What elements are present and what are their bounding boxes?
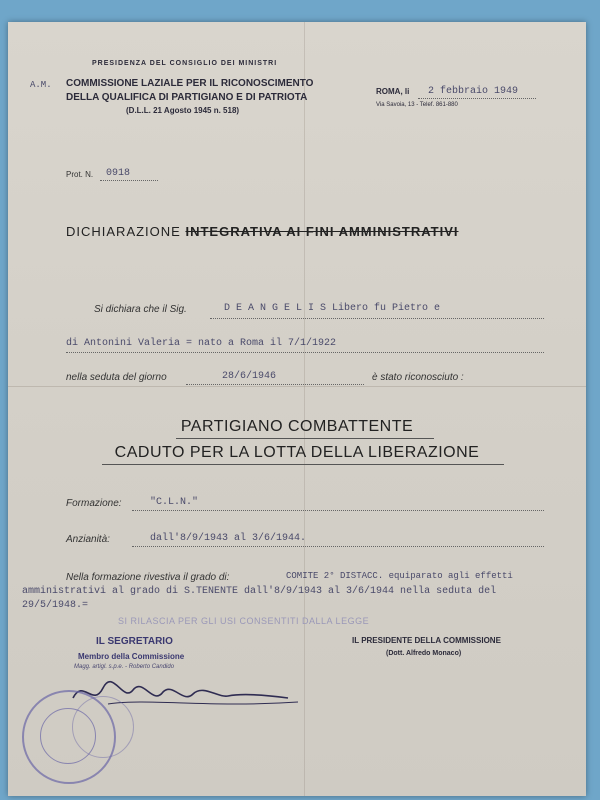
recognized-label: è stato riconosciuto : bbox=[372, 372, 464, 383]
presidency-header: PRESIDENZA DEL CONSIGLIO DEI MINISTRI bbox=[92, 60, 278, 67]
address: Via Savoia, 13 - Telef. 861-880 bbox=[376, 102, 458, 108]
session-date: 28/6/1946 bbox=[222, 371, 277, 382]
status-underline1 bbox=[176, 438, 434, 439]
secretary-role: Membro della Commissione bbox=[78, 652, 185, 661]
parents-dots bbox=[66, 352, 544, 353]
status-line1: PARTIGIANO COMBATTENTE bbox=[180, 418, 414, 435]
seniority-label: Anzianità: bbox=[66, 534, 110, 545]
rank-value: COMITE 2° DISTACC. equiparato agli effetti bbox=[286, 571, 513, 581]
rank-label: Nella formazione rivestiva il grado di: bbox=[66, 572, 230, 583]
declaration-title-b: INTEGRATIVA AI FINI AMMINISTRATIVI bbox=[185, 224, 459, 239]
document-page bbox=[8, 22, 586, 796]
person-name: D E A N G E L I S Libero fu Pietro e bbox=[224, 303, 441, 314]
city-label: ROMA, li bbox=[376, 87, 410, 96]
session-label: nella seduta del giorno bbox=[66, 372, 167, 383]
protocol-number: 0918 bbox=[106, 168, 131, 179]
document-date: 2 febbraio 1949 bbox=[428, 86, 519, 97]
rank-line3: 29/5/1948.= bbox=[22, 600, 89, 611]
status-underline2 bbox=[102, 464, 504, 465]
decree: (D.L.L. 21 Agosto 1945 n. 518) bbox=[126, 106, 240, 115]
second-stamp bbox=[72, 696, 134, 758]
formation-dots bbox=[132, 510, 544, 511]
session-dots bbox=[186, 384, 364, 385]
secretary-title: IL SEGRETARIO bbox=[96, 636, 173, 647]
parents-birth: di Antonini Valeria = nato a Roma il 7/1/1922 bbox=[66, 338, 337, 349]
protocol-dots bbox=[100, 180, 158, 181]
status-line2: CADUTO PER LA LOTTA DELLA LIBERAZIONE bbox=[114, 444, 480, 461]
seniority-value: dall'8/9/1943 al 3/6/1944. bbox=[150, 533, 307, 544]
president-title: IL PRESIDENTE DELLA COMMISSIONE bbox=[352, 636, 501, 645]
seniority-dots bbox=[132, 546, 544, 547]
protocol-label: Prot. N. bbox=[66, 170, 94, 179]
release-stamp: SI RILASCIA PER GLI USI CONSENTITI DALLA LEGGE bbox=[118, 616, 370, 626]
name-dots bbox=[210, 318, 544, 319]
formation-label: Formazione: bbox=[66, 498, 122, 509]
initials: A.M. bbox=[30, 80, 52, 90]
fold-line bbox=[8, 386, 586, 387]
commission-line1: COMMISSIONE LAZIALE PER IL RICONOSCIMENTO bbox=[66, 78, 314, 89]
declaration-title-a: DICHIARAZIONE bbox=[66, 224, 181, 239]
president-name: (Dott. Alfredo Monaco) bbox=[386, 650, 462, 657]
declare-label: Si dichiara che il Sig. bbox=[94, 304, 187, 315]
rank-line2: amministrativi al grado di S.TENENTE dall'8/9/1943 al 3/6/1944 nella seduta del bbox=[22, 586, 497, 597]
commission-line2: DELLA QUALIFICA DI PARTIGIANO E DI PATRIOTA bbox=[66, 92, 308, 103]
secretary-name: Magg. artigl. s.p.e. - Roberto Candido bbox=[74, 664, 175, 670]
declaration-title bbox=[66, 224, 459, 239]
status-block bbox=[8, 418, 586, 436]
formation-value: "C.L.N." bbox=[150, 497, 199, 508]
status-block-2 bbox=[8, 444, 586, 462]
date-dots bbox=[418, 98, 536, 99]
